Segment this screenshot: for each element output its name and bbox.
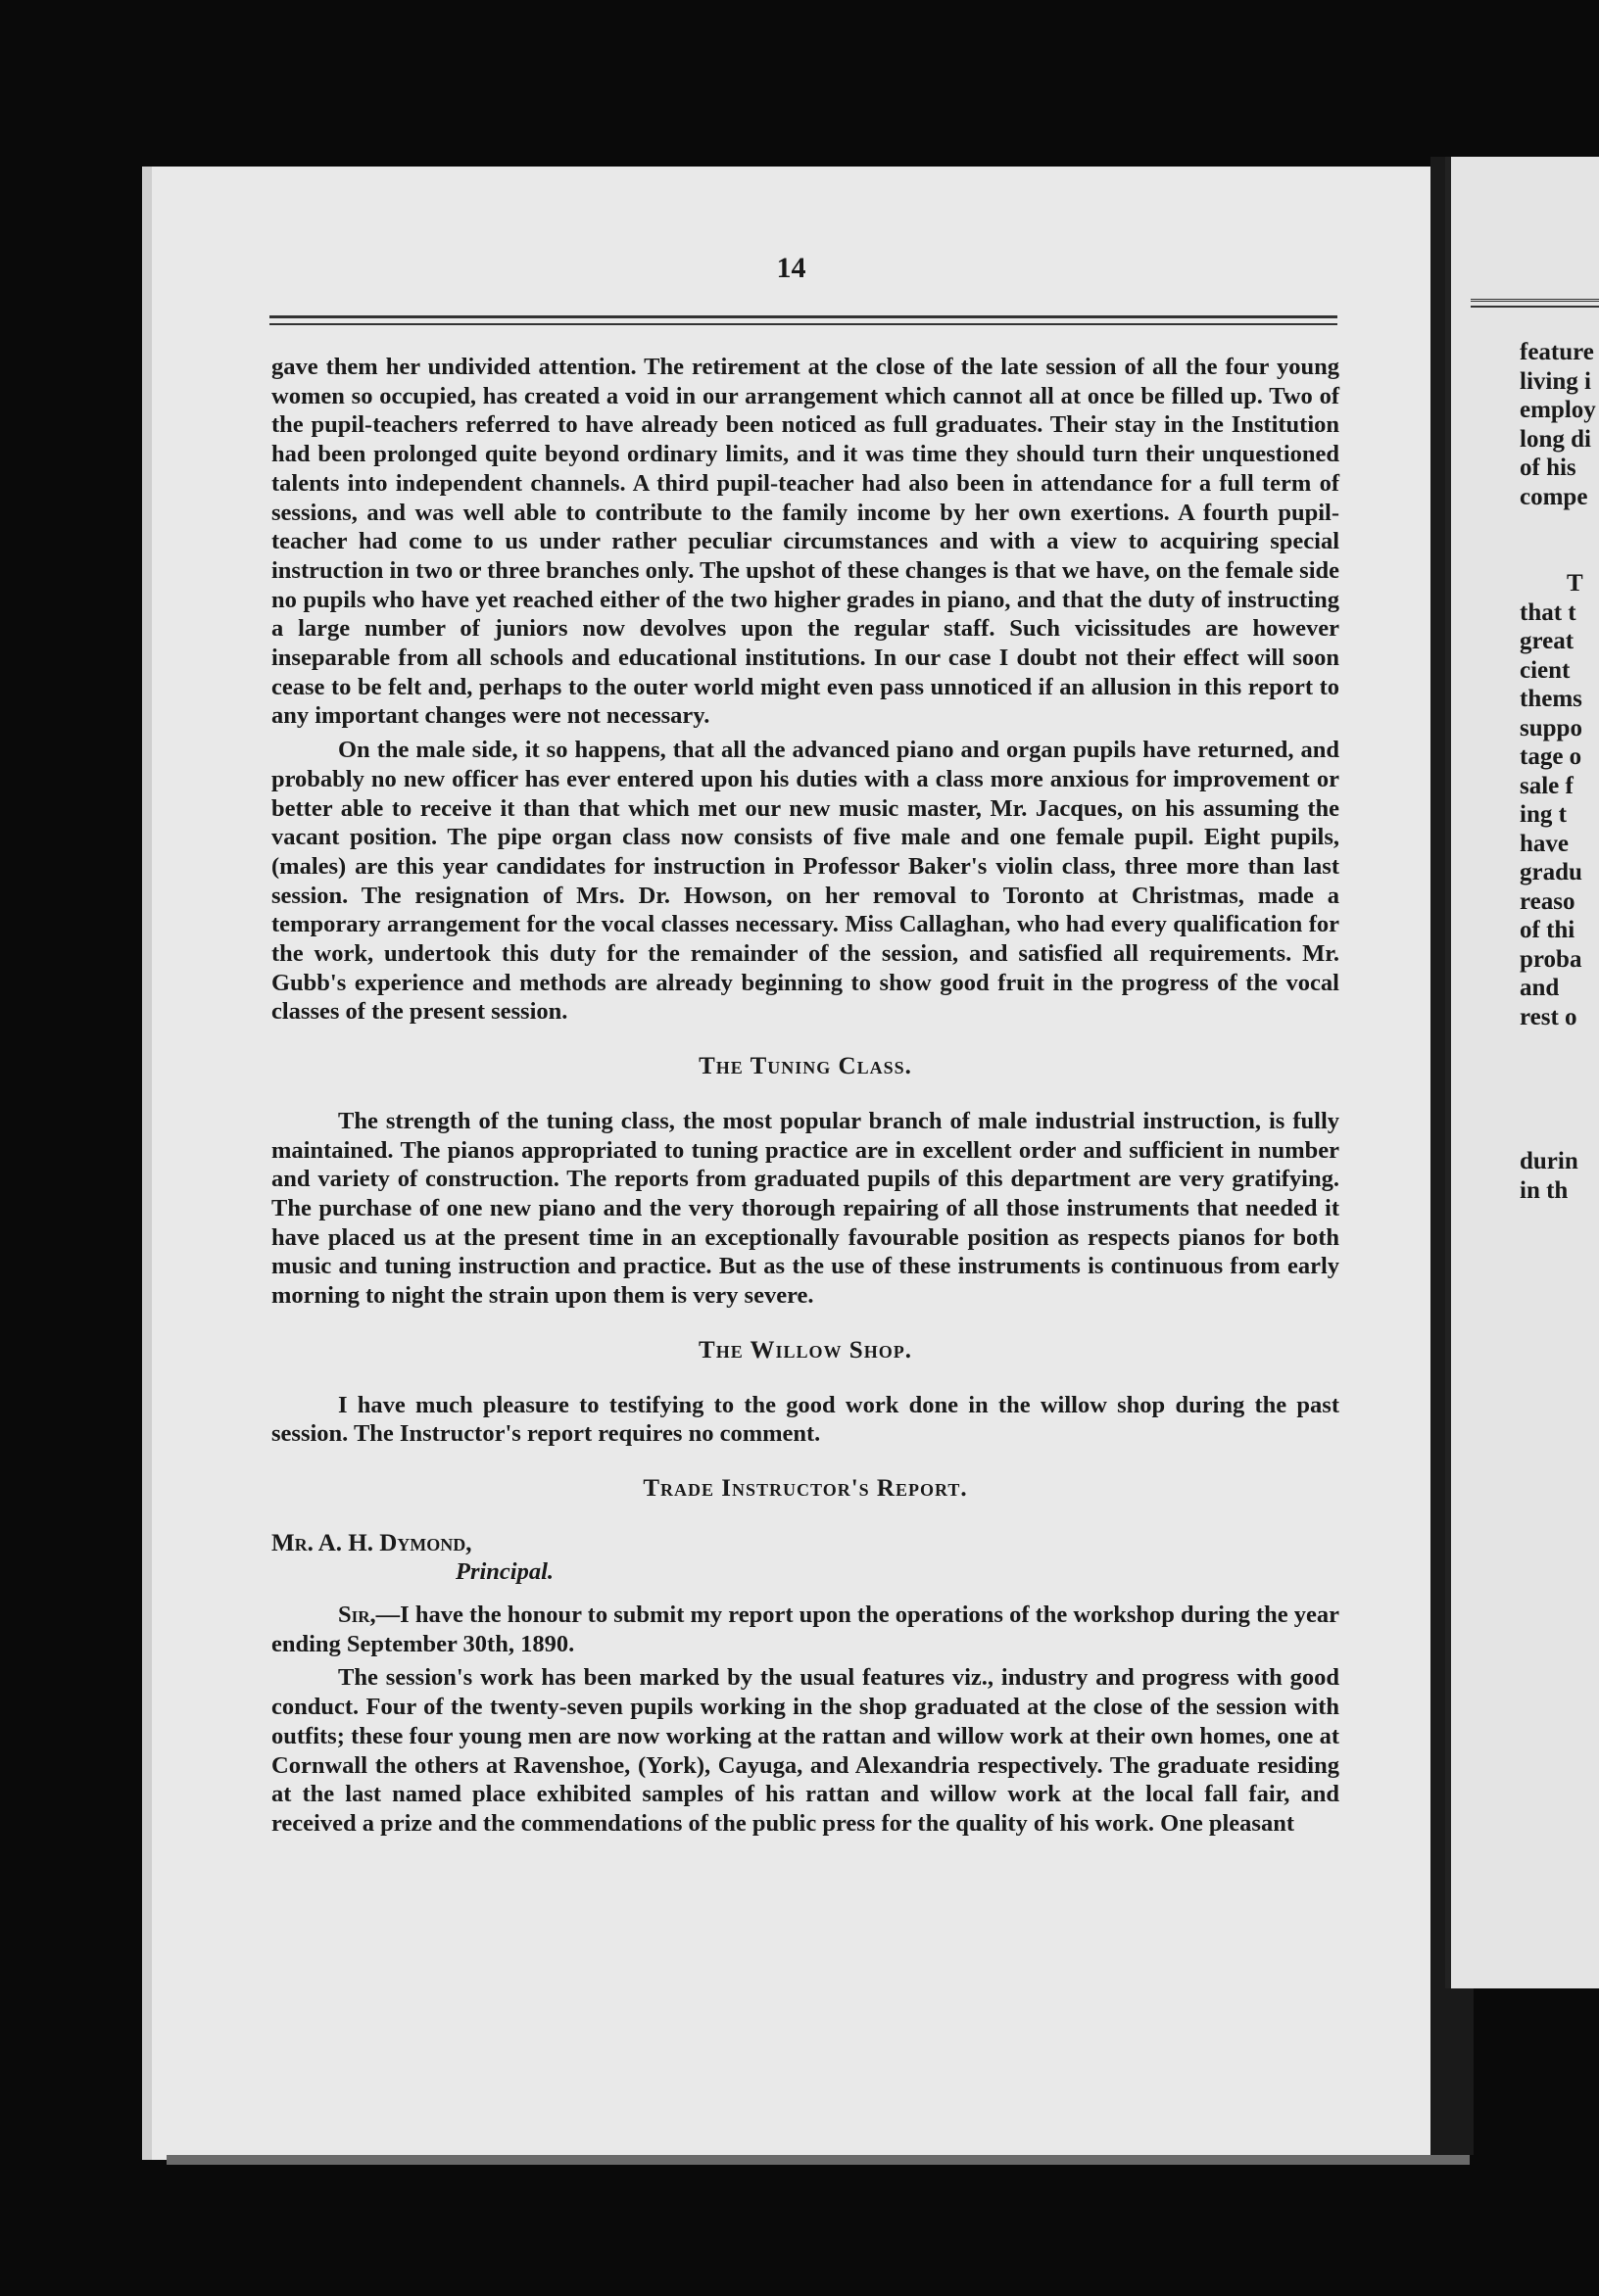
facing-line: and xyxy=(1520,975,1560,1001)
facing-page-rule xyxy=(1471,299,1599,308)
facing-line: compe xyxy=(1520,483,1588,510)
paragraph-5 xyxy=(271,1601,1339,1658)
facing-page xyxy=(1445,157,1599,1988)
paragraph-3: The strength of the tuning class, the most popular branch of male industrial instruction, is fully maintained. The pianos appropriated to tuning practice are in excellent order and sufficient in number and variety of construction. The reports from graduated pupils of this department are very gratifying. The purchase of one new piano and the very thorough repairing of all those instruments that needed it have placed us at the present time in an exceptionally favourable position as respects pianos for both music and tuning instruction and practice. But as the use of these instruments is continuous from early morning to night the strain upon them is very severe. xyxy=(271,1107,1339,1310)
facing-line: of his xyxy=(1520,454,1576,481)
facing-line: durin xyxy=(1520,1148,1578,1174)
facing-line: in th xyxy=(1520,1176,1569,1204)
header-rule xyxy=(269,315,1337,325)
facing-line: rest o xyxy=(1520,1003,1577,1030)
facing-line: thems xyxy=(1520,686,1582,712)
facing-line: long di xyxy=(1520,425,1591,453)
page-shadow xyxy=(167,2155,1470,2165)
paragraph-2: On the male side, it so happens, that all the advanced piano and organ pupils have returned, and probably no new officer has ever entered upon his duties with a class more anxious for improvement or better able to receive it than that which met our new music master, Mr. Jacques, on his assuming the vacant position. The pipe organ class now consists of five male and one female pupil. Eight pupils, (males) are this year candidates for instruction in Professor Baker's violin class, three more than last session. The resignation of Mrs. Dr. Howson, on her removal to Toronto at Christmas, made a temporary arrangement for the vocal classes necessary. Miss Callaghan, who had every qualification for the work, undertook this duty for the remainder of the session, and satisfied all requirements. Mr. Gubb's experience and methods are already beginning to show good fruit in the progress of the vocal classes of the present session. xyxy=(271,737,1339,1026)
body-text xyxy=(271,353,1339,1839)
facing-line: living i xyxy=(1520,367,1591,395)
paragraph-6: The session's work has been marked by the usual features viz., industry and progress with good conduct. Four of the twenty-seven pupils working in the shop graduated at the close of the session with outfits; these four young men are now working at the rattan and willow work at their own homes, one at Cornwall the others at Ravenshoe, (York), Cayuga, and Alexandria respectively. The graduate residing at the last named place exhibited samples of his rattan and willow work at the local fall fair, and received a prize and the commendations of the public press for the quality of his work. One pleasant xyxy=(271,1664,1339,1837)
facing-page-text xyxy=(1520,338,1599,1205)
facing-line: feature xyxy=(1520,339,1594,365)
facing-line: suppo xyxy=(1520,714,1582,741)
facing-line: gradu xyxy=(1520,859,1582,885)
facing-line: great xyxy=(1520,628,1575,654)
salutation: Sir, xyxy=(338,1602,376,1629)
heading-tuning-class: The Tuning Class. xyxy=(699,1053,912,1080)
addressee-title: Principal. xyxy=(456,1558,555,1586)
facing-line: cient xyxy=(1520,656,1571,684)
facing-line: have xyxy=(1520,830,1569,857)
facing-line: proba xyxy=(1520,945,1582,973)
facing-line: employ xyxy=(1520,397,1596,423)
page-number: 14 xyxy=(776,252,806,284)
addressee-name: Mr. A. H. Dymond, xyxy=(271,1529,472,1556)
paragraph-5-text: —I have the honour to submit my report upon the operations of the workshop during the year ending September 30th, 1890. xyxy=(271,1602,1339,1657)
paragraph-4: I have much pleasure to testifying to the good work done in the willow shop during the past session. The Instructor's report requires no comment. xyxy=(271,1391,1339,1448)
facing-line: T xyxy=(1567,570,1583,597)
document-page xyxy=(142,167,1430,2160)
facing-line: ing t xyxy=(1520,801,1567,828)
paragraph-1: gave them her undivided attention. The retirement at the close of the late session of all the four young women so occupied, has created a void in our arrangement which cannot all at once be filled up. Two of the pupil-teachers referred to have already been noticed as full graduates. Their stay in the Institution had been prolonged quite beyond ordinary limits, and it was time they should turn their unquestioned talents into independent channels. A third pupil-teacher had also been in attendance for a full term of sessions, and was well able to contribute to the family income by her own exertions. A fourth pupil-teacher had come to us under rather peculiar circumstances and with a view to acquiring special instruction in two or three branches only. The upshot of these changes is that we have, on the female side no pupils who have yet reached either of the two higher grades in piano, and that the duty of instructing a large number of juniors now devolves upon the regular staff. Such vicissitudes are however inseparable from all schools and educational institutions. In our case I doubt not their effect will soon cease to be felt and, perhaps to the outer world might even pass unnoticed if an allusion in this report to any important changes were not necessary. xyxy=(271,354,1339,730)
facing-line: reaso xyxy=(1520,887,1575,915)
heading-trade-report: Trade Instructor's Report. xyxy=(643,1474,968,1502)
facing-line: of thi xyxy=(1520,917,1575,943)
heading-willow-shop: The Willow Shop. xyxy=(699,1336,912,1363)
facing-line: tage o xyxy=(1520,743,1582,770)
facing-line: that t xyxy=(1520,598,1576,626)
facing-line: sale f xyxy=(1520,772,1574,799)
